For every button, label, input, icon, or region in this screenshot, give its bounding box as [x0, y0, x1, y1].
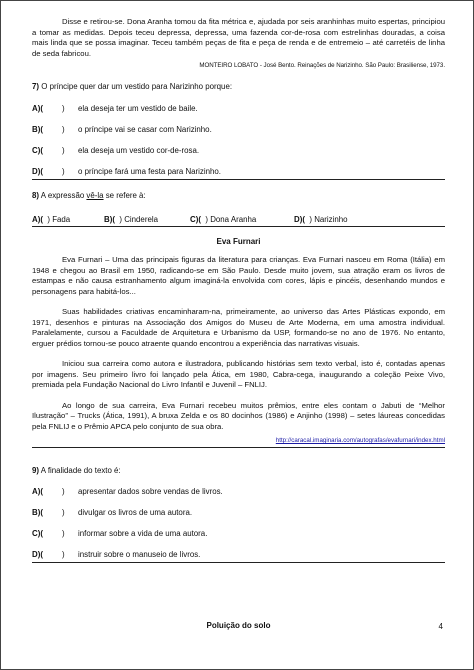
q9-option-d[interactable]: [32, 550, 445, 560]
question-7-text: O príncipe quer dar um vestido para Narizinho porque:: [41, 82, 233, 91]
q8-option-c-paren: ): [205, 215, 208, 224]
q8-option-c-text: Dona Aranha: [210, 215, 257, 224]
q8-option-a-letter: A)(: [32, 215, 43, 224]
q8-option-c-letter: C)(: [190, 215, 201, 224]
q9-option-c-text: informar sobre a vida de uma autora.: [78, 529, 208, 538]
question-8: [32, 191, 445, 201]
article-title: Eva Furnari: [216, 237, 261, 246]
q8-option-b[interactable]: [104, 215, 190, 224]
article-paragraph: Ao longo de sua carreira, Eva Furnari recebeu muitos prêmios, entre eles contam o Jabuti de “Melhor Ilustração” – Trucks (Ática, 1991), A bruxa Zelda e os 80 docinhos (1986) e Anjinho (1998) – setes láureas concedidas pela FNLIJ e o Prêmio APCA pelo conjunto de sua obra.: [32, 400, 445, 431]
question-8-underlined: vê-la: [86, 191, 104, 200]
q9-option-b[interactable]: [32, 508, 445, 518]
q8-option-d-text: Narizinho: [314, 215, 348, 224]
q7-option-c-letter: C)(: [32, 146, 43, 155]
q8-option-b-text: Cinderela: [124, 215, 158, 224]
q9-option-a-letter: A)(: [32, 487, 43, 496]
question-8-number: 8): [32, 191, 40, 200]
article-paragraph: Eva Furnari – Uma das principais figuras da literatura para crianças. Eva Furnari nasceu em Roma (Itália) em 1948 e chegou ao Brasil em 1950, radicando-se em São Paulo. Desde muito jovem, sua atração eram os livros de estampas e não causa estranhamento algum imaginá-la envolvida com cores, lápis e pincéis, desenhando mundos e personagens para habitá-los...: [32, 255, 445, 296]
q9-option-a-paren: ): [62, 487, 65, 496]
intro-paragraph: Disse e retirou-se. Dona Aranha tomou da fita métrica e, ajudada por seis aranhinhas muito espertas, principiou a tomar as medidas. Depois teceu depressa, depressa, uma fazenda cor-de-rosa com estrelinhas douradas, a coisa mais linda que se possa imaginar. Teceu também peças de fita e peça de renda e de entremeio – até carretéis de linha de seda fabricou.: [32, 17, 445, 58]
q7-option-d-letter: D)(: [32, 167, 43, 176]
source-citation: MONTEIRO LOBATO - José Bento. Reinações de Narizinho. São Paulo: Brasiliense, 1973.: [199, 62, 445, 69]
q7-option-a-letter: A)(: [32, 104, 43, 113]
q7-option-b-letter: B)(: [32, 125, 43, 134]
q7-option-c-text: ela deseja um vestido cor-de-rosa.: [78, 146, 200, 155]
q8-option-a[interactable]: [32, 215, 104, 224]
next-section-title: Poluição do solo: [206, 621, 271, 630]
source-link[interactable]: http://caracal.imaginaria.com/autografas/evafurnari/index.html: [275, 437, 445, 444]
q9-option-c[interactable]: [32, 529, 445, 539]
q9-option-d-letter: D)(: [32, 550, 43, 559]
q8-options-row: [32, 215, 445, 224]
q9-option-a-text: apresentar dados sobre vendas de livros.: [78, 487, 223, 496]
q8-option-b-letter: B)(: [104, 215, 115, 224]
q9-option-c-paren: ): [62, 529, 65, 538]
question-7: [32, 82, 445, 92]
q7-option-d[interactable]: [32, 167, 445, 177]
q9-option-d-paren: ): [62, 550, 65, 559]
q7-option-d-text: o príncipe fará uma festa para Narizinho.: [78, 167, 221, 176]
page-content: [32, 17, 445, 630]
q8-option-d[interactable]: [294, 215, 348, 224]
question-9-text: A finalidade do texto é:: [40, 466, 121, 475]
q8-option-c[interactable]: [190, 215, 294, 224]
question-7-number: 7): [32, 82, 40, 91]
q7-option-c[interactable]: [32, 146, 445, 156]
divider: [32, 562, 445, 563]
question-9-number: 9): [32, 466, 40, 475]
page-number: 4: [438, 622, 443, 631]
question-8-text-after: se refere à:: [103, 191, 146, 200]
q9-option-a[interactable]: [32, 487, 445, 497]
divider: [32, 447, 445, 448]
divider: [32, 179, 445, 180]
q8-option-d-letter: D)(: [294, 215, 305, 224]
q7-option-c-paren: ): [62, 146, 65, 155]
q8-option-b-paren: ): [119, 215, 122, 224]
q7-option-d-paren: ): [62, 167, 65, 176]
q7-option-b-paren: ): [62, 125, 65, 134]
q7-option-a-text: ela deseja ter um vestido de baile.: [78, 104, 198, 113]
q8-option-d-paren: ): [309, 215, 312, 224]
q7-option-a[interactable]: [32, 104, 445, 114]
q8-option-a-paren: ): [47, 215, 50, 224]
q9-option-c-letter: C)(: [32, 529, 43, 538]
q9-option-b-text: divulgar os livros de uma autora.: [78, 508, 193, 517]
q7-option-a-paren: ): [62, 104, 65, 113]
article-paragraph: Iniciou sua carreira como autora e ilustradora, publicando histórias sem texto verbal, isto é, contadas apenas por imagens. Seu primeiro livro foi lançado pela Ática, em 1980, Cabra-cega, inaugurando a coleção Peixe Vivo, premiada pela Fundação Nacional do Livro Infantil e Juvenil – FNLIJ.: [32, 359, 445, 389]
q9-option-d-text: instruir sobre o manuseio de livros.: [78, 550, 201, 559]
divider: [32, 226, 445, 227]
article-paragraph: Suas habilidades criativas encaminharam-na, primeiramente, ao universo das Artes Plásticas expondo, em 1971, desenhos e pinturas na Associação dos Amigos do Museu de Arte Moderna, em uma amostra individual. Paralelamente, cursou a Faculdade de Arquitetura e Urbanismo da USP, formando-se no ano de 1976. No entanto, erguer prédios tornou-se pouco atraente quando encontrou a experiência das narrativas visuais.: [32, 307, 445, 348]
question-8-text-before: A expressão: [40, 191, 87, 200]
question-9: [32, 466, 445, 476]
q9-option-b-letter: B)(: [32, 508, 43, 517]
q9-option-b-paren: ): [62, 508, 65, 517]
q7-option-b-text: o príncipe vai se casar com Narizinho.: [78, 125, 212, 134]
q7-option-b[interactable]: [32, 125, 445, 135]
q8-option-a-text: Fada: [52, 215, 71, 224]
